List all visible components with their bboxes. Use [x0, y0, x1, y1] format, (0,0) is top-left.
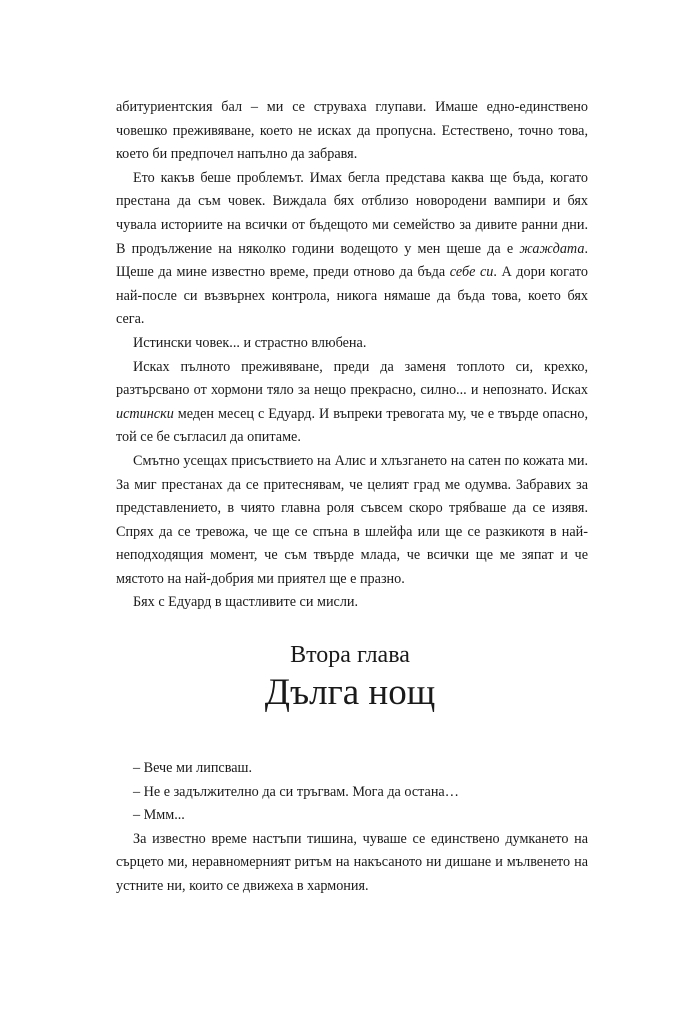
text-segment: . Щеше да мине известно време, преди отново да бъда: [116, 240, 588, 281]
paragraph: [116, 167, 588, 332]
text-segment: Истински човек... и страстно влюбена.: [133, 334, 367, 351]
text-segment: . А дори когато най-после си възвърнех контрола, никога нямаше да бъда това, което бях сега.: [116, 264, 588, 328]
text-segment: – Ммм...: [133, 807, 185, 824]
dialogue-line: [116, 804, 588, 828]
text-segment: абитуриентския бал – ми се струваха глупави. Имаше едно-единствено човешко преживяване, което не исках да пропусна. Естествено, точно това, което би предпочел напълно да забравя.: [116, 99, 588, 163]
text-segment: – Не е задължително да си тръгвам. Мога да остана…: [133, 783, 459, 800]
chapter-title: Дълга нощ: [264, 672, 436, 713]
dialogue-line: [116, 757, 588, 781]
bottom-text-block: [116, 757, 588, 899]
text-segment: Исках пълното преживяване, преди да заменя топлото си, крехко, разтърсвано от хормони тяло за нещо прекрасно, силно... и непознато. Исках: [116, 358, 588, 399]
paragraph: [116, 96, 588, 167]
emphasized-text: себе си: [449, 264, 494, 281]
dialogue-line: [116, 781, 588, 805]
text-segment: За известно време настъпи тишина, чуваше се единствено думкането на сърцето ми, неравномерният ритъм на накъсаното ни дишане и мълвенето на устните ни, които се движеха в хармония.: [116, 830, 588, 894]
paragraph: [116, 828, 588, 899]
paragraph: [116, 450, 588, 592]
top-text-block: [116, 96, 588, 615]
chapter-number: Втора глава: [290, 642, 410, 668]
paragraph: [116, 332, 588, 356]
emphasized-text: жаждата: [519, 240, 585, 257]
emphasized-text: истински: [116, 405, 174, 422]
text-segment: Смътно усещах присъствието на Алис и хлъзгането на сатен по кожата ми. За миг престанах да се притеснявам, че целият град ме одумва. Забравих за представлението, в чиято главна роля съвсем скоро трябваше да се изявя. Спрях да се тревожа, че ще се спъна в шлейфа или ще се разкикотя в най-неподходящия момент, че съм твърде млада, че всички ще ме зяпат и че мястото на най-добрия ми приятел ще е празно.: [116, 452, 588, 587]
text-segment: Ето какъв беше проблемът. Имах бегла представа каква ще бъда, когато престана да съм човек. Виждала бях отблизо новородени вампири и бях чувала историите на всички от бъдещото ми семейство за дивите ранни дни. В продължение на няколко години водещото у мен щеше да е: [116, 169, 588, 257]
text-segment: Бях с Едуард в щастливите си мисли.: [133, 594, 359, 611]
text-segment: – Вече ми липсваш.: [133, 760, 252, 776]
text-segment: меден месец с Едуард. И въпреки тревогата му, че е твърде опасно, той се бе съгласил да опитаме.: [116, 405, 588, 446]
paragraph: [116, 356, 588, 450]
paragraph: [116, 591, 588, 615]
